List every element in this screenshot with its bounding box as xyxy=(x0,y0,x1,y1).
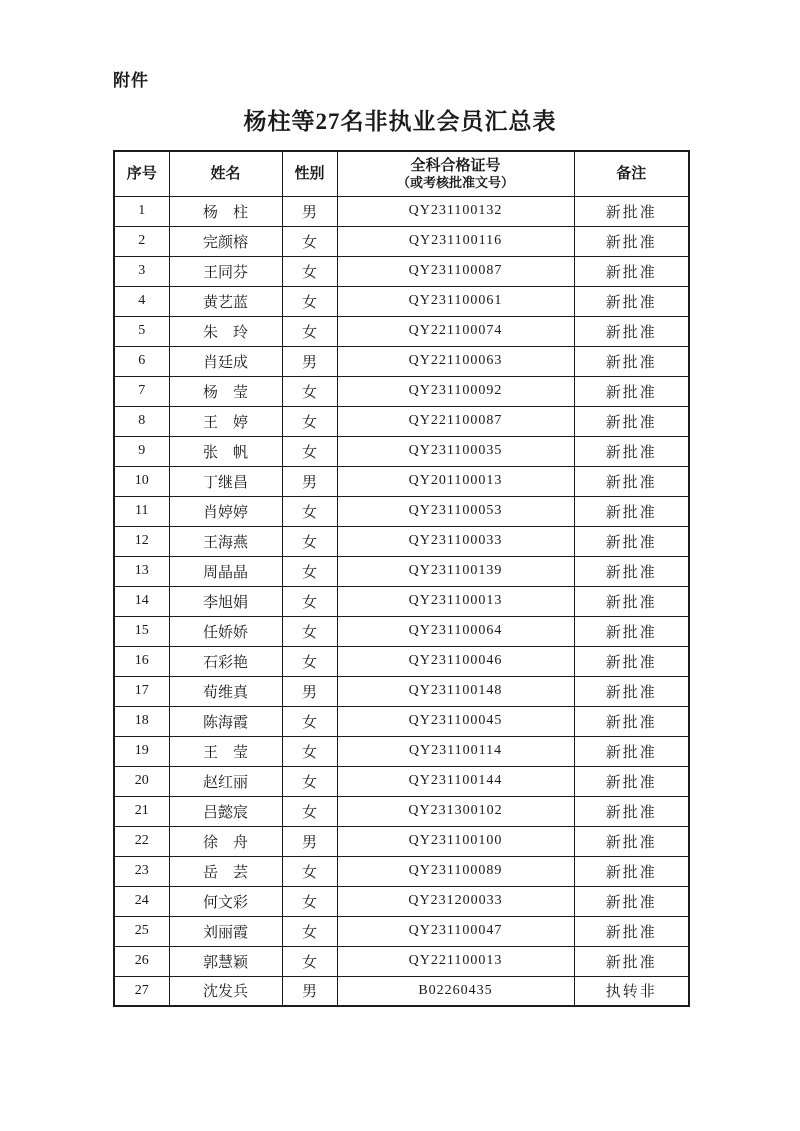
cell-cert: QY231100045 xyxy=(337,706,574,736)
table-row xyxy=(114,946,689,976)
cell-gender: 女 xyxy=(282,226,337,256)
cell-remark: 新批准 xyxy=(574,226,689,256)
cell-name: 郭慧颖 xyxy=(169,946,282,976)
cell-gender: 女 xyxy=(282,706,337,736)
cell-name: 周晶晶 xyxy=(169,556,282,586)
cell-index: 20 xyxy=(114,766,169,796)
table-row xyxy=(114,496,689,526)
table-row xyxy=(114,196,689,226)
cell-cert: B02260435 xyxy=(337,976,574,1006)
table-row xyxy=(114,406,689,436)
cell-cert: QY231100033 xyxy=(337,526,574,556)
table-row xyxy=(114,286,689,316)
cell-cert: QY201100013 xyxy=(337,466,574,496)
cell-name: 杨 莹 xyxy=(169,376,282,406)
cell-cert: QY221100063 xyxy=(337,346,574,376)
cell-remark: 新批准 xyxy=(574,916,689,946)
cell-gender: 女 xyxy=(282,436,337,466)
page-title: 杨柱等27名非执业会员汇总表 xyxy=(243,109,557,134)
cell-remark: 新批准 xyxy=(574,676,689,706)
table-row xyxy=(114,766,689,796)
cell-index: 18 xyxy=(114,706,169,736)
cell-name: 岳 芸 xyxy=(169,856,282,886)
cell-cert: QY231100100 xyxy=(337,826,574,856)
cell-index: 1 xyxy=(114,196,169,226)
cell-name: 赵红丽 xyxy=(169,766,282,796)
cell-index: 17 xyxy=(114,676,169,706)
table-row xyxy=(114,826,689,856)
cell-name: 刘丽霞 xyxy=(169,916,282,946)
cell-name: 陈海霞 xyxy=(169,706,282,736)
cell-name: 何文彩 xyxy=(169,886,282,916)
member-table-header xyxy=(114,151,689,196)
cell-gender: 男 xyxy=(282,676,337,706)
cell-index: 25 xyxy=(114,916,169,946)
table-row xyxy=(114,646,689,676)
cell-gender: 女 xyxy=(282,286,337,316)
cell-gender: 女 xyxy=(282,496,337,526)
table-row xyxy=(114,856,689,886)
cell-gender: 男 xyxy=(282,976,337,1006)
cell-remark: 新批准 xyxy=(574,496,689,526)
cell-name: 肖婷婷 xyxy=(169,496,282,526)
cell-name: 完颜榕 xyxy=(169,226,282,256)
cell-cert: QY231100013 xyxy=(337,586,574,616)
cell-cert: QY231100046 xyxy=(337,646,574,676)
cell-index: 12 xyxy=(114,526,169,556)
cell-gender: 女 xyxy=(282,796,337,826)
cell-remark: 新批准 xyxy=(574,196,689,226)
cell-cert: QY231100116 xyxy=(337,226,574,256)
cell-remark: 新批准 xyxy=(574,526,689,556)
cell-index: 14 xyxy=(114,586,169,616)
cell-index: 2 xyxy=(114,226,169,256)
table-row xyxy=(114,586,689,616)
cell-name: 王 婷 xyxy=(169,406,282,436)
cell-remark: 新批准 xyxy=(574,886,689,916)
cell-gender: 女 xyxy=(282,766,337,796)
cell-gender: 女 xyxy=(282,556,337,586)
cell-index: 22 xyxy=(114,826,169,856)
cell-cert: QY231100139 xyxy=(337,556,574,586)
cell-name: 荀维真 xyxy=(169,676,282,706)
cell-remark: 新批准 xyxy=(574,466,689,496)
cell-name: 石彩艳 xyxy=(169,646,282,676)
cell-cert: QY221100087 xyxy=(337,406,574,436)
cell-remark: 新批准 xyxy=(574,586,689,616)
table-row xyxy=(114,706,689,736)
cell-index: 5 xyxy=(114,316,169,346)
table-row xyxy=(114,736,689,766)
cell-name: 王海燕 xyxy=(169,526,282,556)
cell-name: 王 莹 xyxy=(169,736,282,766)
cell-name: 杨 柱 xyxy=(169,196,282,226)
table-row xyxy=(114,256,689,286)
table-row xyxy=(114,676,689,706)
cell-cert: QY231100114 xyxy=(337,736,574,766)
cell-remark: 新批准 xyxy=(574,826,689,856)
cell-index: 6 xyxy=(114,346,169,376)
member-table xyxy=(113,150,690,1007)
cell-name: 张 帆 xyxy=(169,436,282,466)
header-name: 姓名 xyxy=(169,151,282,196)
cell-gender: 女 xyxy=(282,316,337,346)
header-index: 序号 xyxy=(114,151,169,196)
cell-cert: QY231100047 xyxy=(337,916,574,946)
header-cert xyxy=(337,151,574,196)
cell-remark: 新批准 xyxy=(574,436,689,466)
cell-remark: 新批准 xyxy=(574,256,689,286)
cell-remark: 新批准 xyxy=(574,736,689,766)
cell-index: 27 xyxy=(114,976,169,1006)
cell-name: 王同芬 xyxy=(169,256,282,286)
table-row xyxy=(114,886,689,916)
cell-cert: QY231100144 xyxy=(337,766,574,796)
cell-cert: QY231100061 xyxy=(337,286,574,316)
header-remark: 备注 xyxy=(574,151,689,196)
cell-remark: 新批准 xyxy=(574,316,689,346)
cell-index: 10 xyxy=(114,466,169,496)
cell-cert: QY221100013 xyxy=(337,946,574,976)
cell-remark: 新批准 xyxy=(574,286,689,316)
cell-gender: 女 xyxy=(282,526,337,556)
table-row xyxy=(114,226,689,256)
cell-gender: 女 xyxy=(282,856,337,886)
cell-cert: QY231100035 xyxy=(337,436,574,466)
table-row xyxy=(114,616,689,646)
cell-index: 3 xyxy=(114,256,169,286)
cell-gender: 男 xyxy=(282,826,337,856)
cell-index: 13 xyxy=(114,556,169,586)
header-cert-line2: （或考核批准文号） xyxy=(396,174,514,190)
cell-remark: 新批准 xyxy=(574,856,689,886)
member-table-body xyxy=(114,196,689,1006)
cell-gender: 女 xyxy=(282,736,337,766)
cell-gender: 男 xyxy=(282,196,337,226)
cell-gender: 女 xyxy=(282,616,337,646)
cell-gender: 女 xyxy=(282,886,337,916)
cell-index: 7 xyxy=(114,376,169,406)
cell-index: 16 xyxy=(114,646,169,676)
cell-remark: 新批准 xyxy=(574,556,689,586)
cell-gender: 男 xyxy=(282,466,337,496)
cell-gender: 女 xyxy=(282,946,337,976)
cell-name: 吕懿宸 xyxy=(169,796,282,826)
cell-cert: QY231100148 xyxy=(337,676,574,706)
cell-index: 24 xyxy=(114,886,169,916)
cell-gender: 女 xyxy=(282,646,337,676)
table-row xyxy=(114,526,689,556)
table-row xyxy=(114,346,689,376)
cell-cert: QY231100053 xyxy=(337,496,574,526)
table-row xyxy=(114,916,689,946)
cell-remark: 新批准 xyxy=(574,346,689,376)
table-row xyxy=(114,466,689,496)
table-row xyxy=(114,556,689,586)
header-cert-line1: 全科合格证号 xyxy=(410,157,501,174)
cell-name: 徐 舟 xyxy=(169,826,282,856)
cell-index: 4 xyxy=(114,286,169,316)
cell-gender: 女 xyxy=(282,586,337,616)
cell-index: 23 xyxy=(114,856,169,886)
cell-name: 任娇娇 xyxy=(169,616,282,646)
cell-index: 19 xyxy=(114,736,169,766)
cell-cert: QY221100074 xyxy=(337,316,574,346)
cell-remark: 新批准 xyxy=(574,946,689,976)
table-row xyxy=(114,436,689,466)
cell-gender: 女 xyxy=(282,916,337,946)
cell-cert: QY231100087 xyxy=(337,256,574,286)
cell-remark: 新批准 xyxy=(574,406,689,436)
cell-index: 21 xyxy=(114,796,169,826)
header-gender: 性别 xyxy=(282,151,337,196)
cell-name: 肖廷成 xyxy=(169,346,282,376)
cell-gender: 女 xyxy=(282,256,337,286)
cell-name: 黄艺蓝 xyxy=(169,286,282,316)
cell-cert: QY231100089 xyxy=(337,856,574,886)
cell-remark: 新批准 xyxy=(574,616,689,646)
table-row xyxy=(114,796,689,826)
cell-remark: 新批准 xyxy=(574,376,689,406)
cell-name: 李旭娟 xyxy=(169,586,282,616)
cell-index: 9 xyxy=(114,436,169,466)
header-row xyxy=(114,151,689,196)
cell-index: 26 xyxy=(114,946,169,976)
cell-remark: 新批准 xyxy=(574,646,689,676)
cell-gender: 女 xyxy=(282,376,337,406)
cell-remark: 新批准 xyxy=(574,706,689,736)
cell-remark: 新批准 xyxy=(574,796,689,826)
cell-index: 11 xyxy=(114,496,169,526)
cell-cert: QY231200033 xyxy=(337,886,574,916)
cell-gender: 女 xyxy=(282,406,337,436)
cell-index: 8 xyxy=(114,406,169,436)
cell-remark: 执转非 xyxy=(574,976,689,1006)
cell-name: 丁继昌 xyxy=(169,466,282,496)
table-row xyxy=(114,316,689,346)
cell-cert: QY231300102 xyxy=(337,796,574,826)
cell-name: 沈发兵 xyxy=(169,976,282,1006)
cell-index: 15 xyxy=(114,616,169,646)
table-row xyxy=(114,376,689,406)
cell-cert: QY231100064 xyxy=(337,616,574,646)
cell-cert: QY231100132 xyxy=(337,196,574,226)
cell-gender: 男 xyxy=(282,346,337,376)
table-row xyxy=(114,976,689,1006)
cell-remark: 新批准 xyxy=(574,766,689,796)
cell-name: 朱 玲 xyxy=(169,316,282,346)
cell-cert: QY231100092 xyxy=(337,376,574,406)
attachment-label: 附件 xyxy=(113,71,149,90)
